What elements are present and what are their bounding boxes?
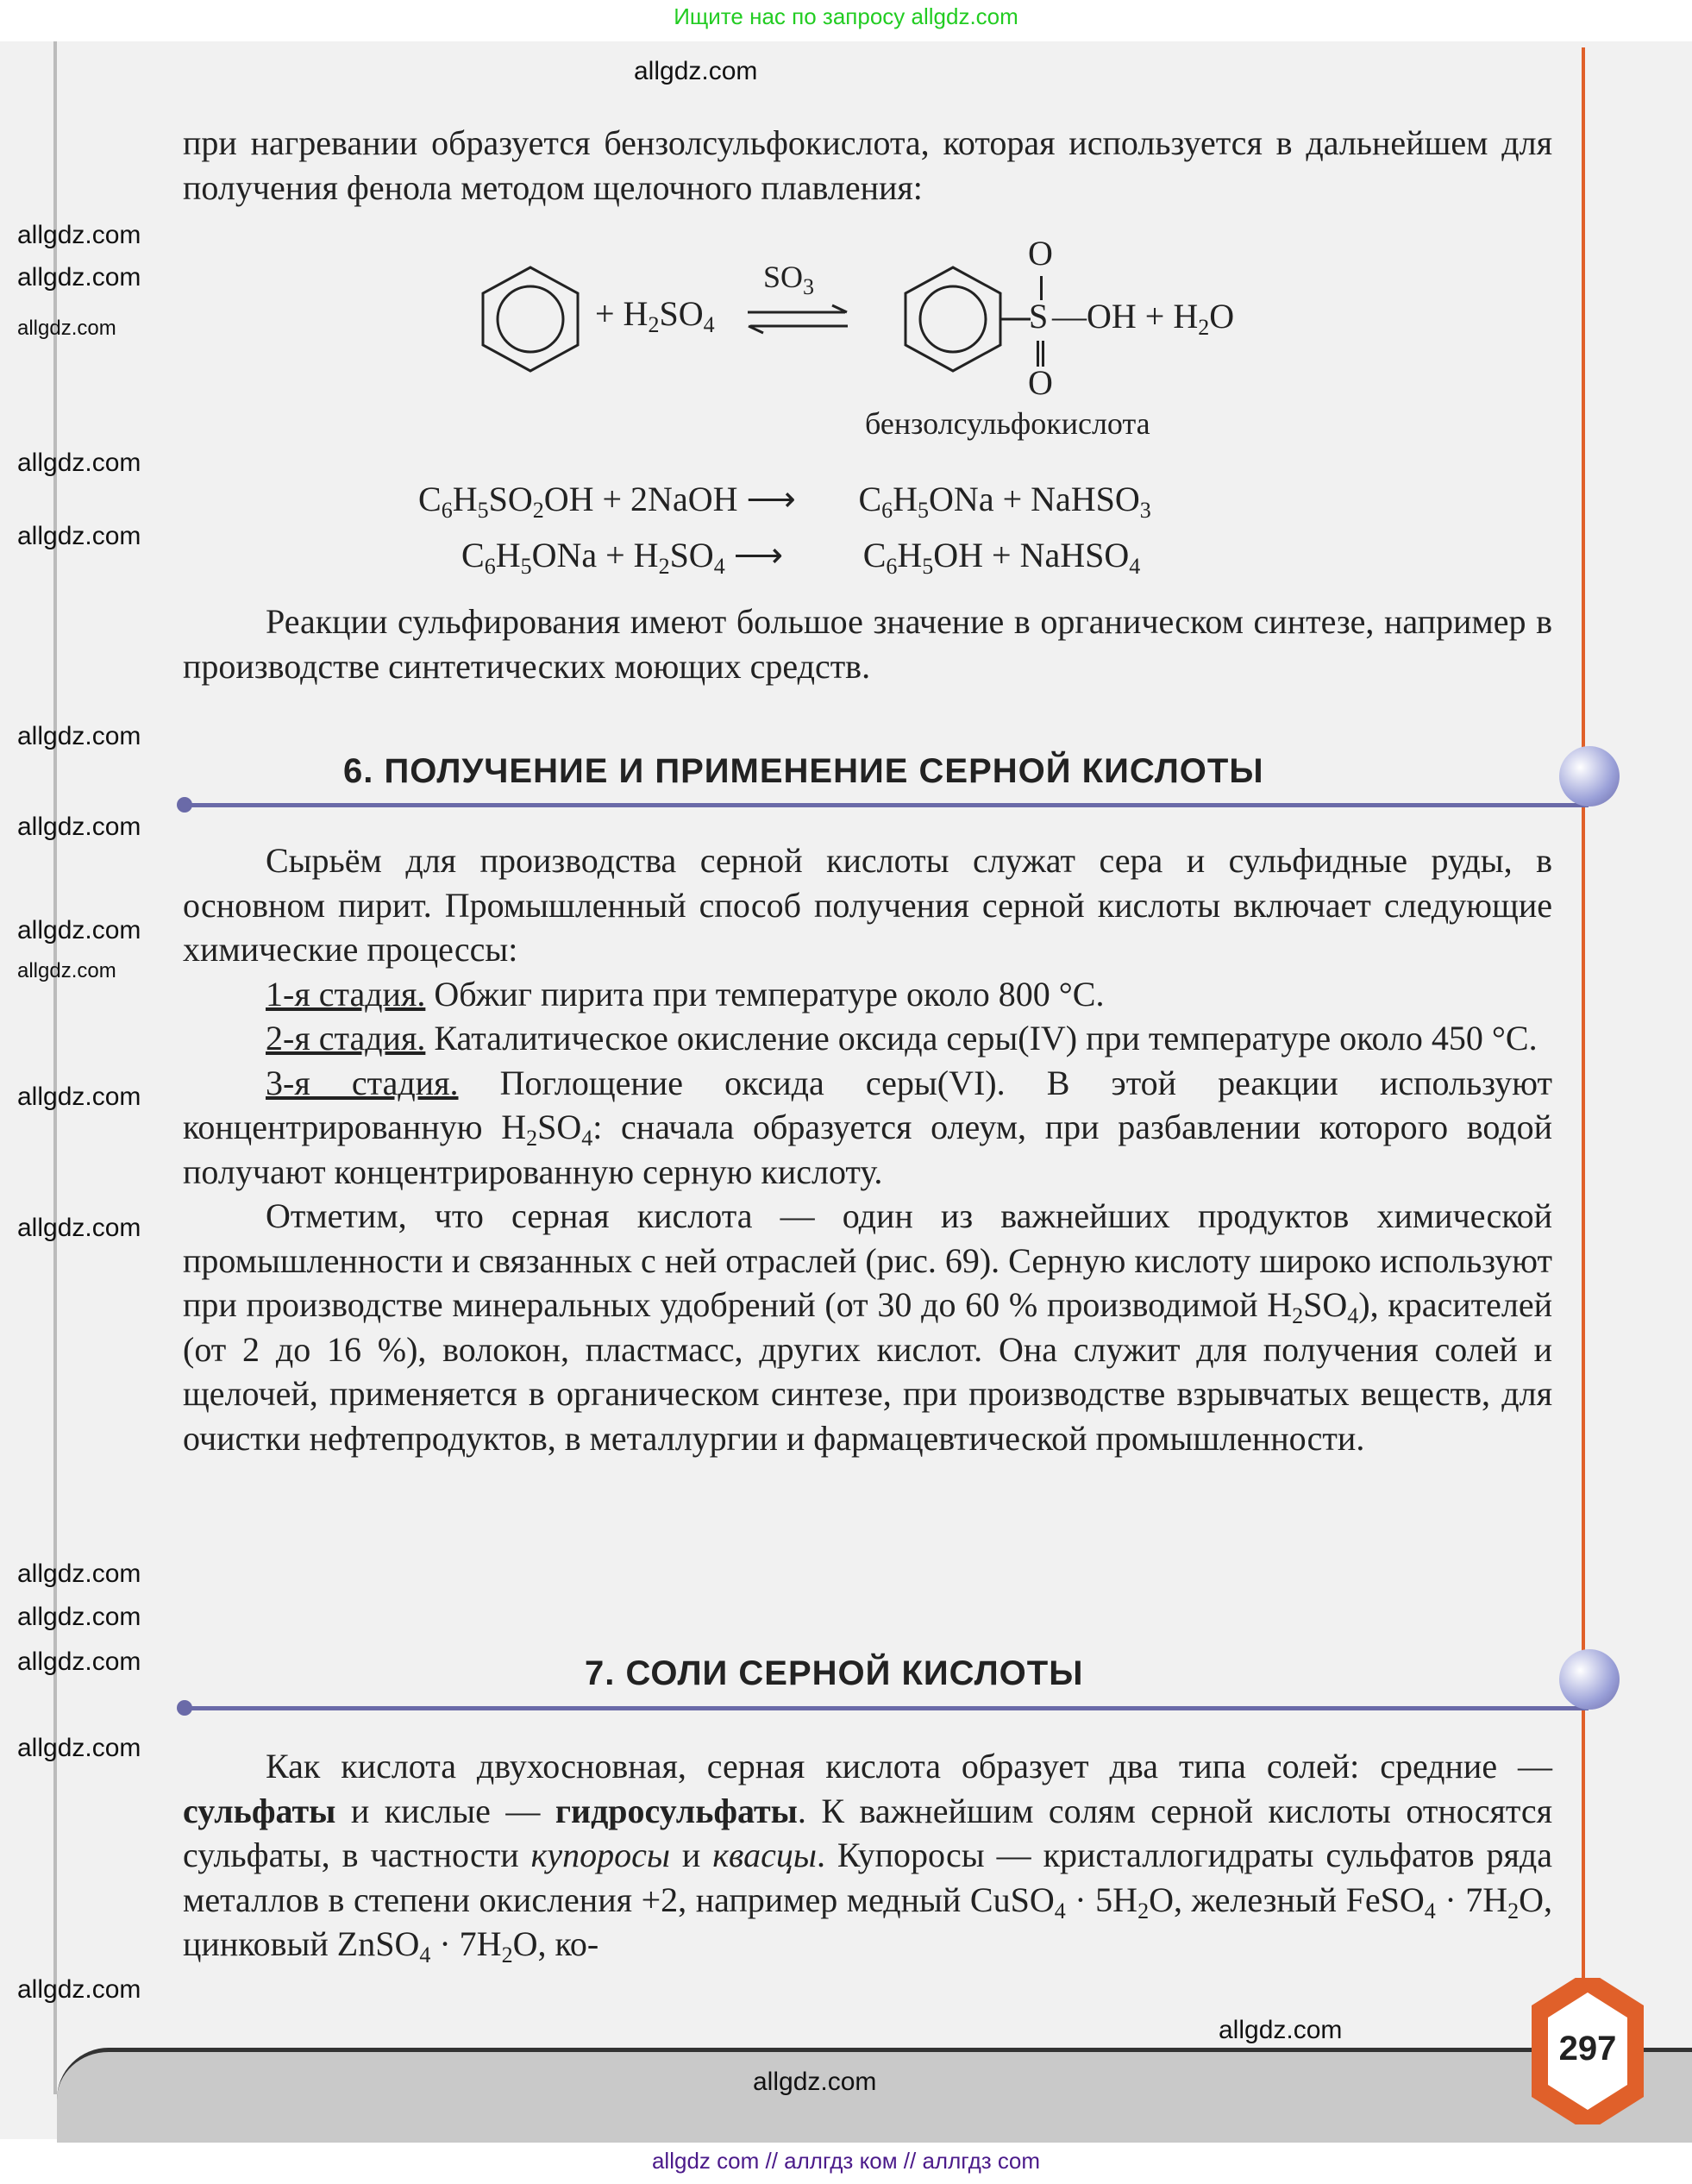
paragraph-sulfonation bbox=[183, 599, 1552, 688]
section-heading-6: 6. ПОЛУЧЕНИЕ И ПРИМЕНЕНИЕ СЕРНОЙ КИСЛОТЫ bbox=[343, 752, 1264, 790]
paragraph-intro bbox=[183, 121, 1552, 210]
stage-2: 2-я стадия. Каталитическое окисление оксида серы(IV) при температуре около 450 °C. bbox=[266, 1019, 1538, 1057]
watermark: allgdz.com bbox=[17, 1214, 141, 1242]
reaction-product: —OH + $H_2O$ bbox=[1052, 297, 1235, 340]
paragraph-text: при нагревании образуется бензолсульфокислота, которая используется в дальнейшем для получения фенола методом щелочного плавления: bbox=[183, 123, 1552, 207]
section-heading-7: 7. СОЛИ СЕРНОЙ КИСЛОТЫ bbox=[585, 1654, 1084, 1692]
watermark: allgdz.com bbox=[17, 317, 116, 340]
benzene-ring-icon bbox=[897, 263, 1035, 375]
watermark: allgdz.com bbox=[17, 1975, 141, 2004]
rule-dot bbox=[177, 1700, 192, 1716]
watermark: allgdz.com bbox=[17, 813, 141, 841]
watermark: allgdz.com bbox=[17, 449, 141, 477]
benzene-ring-icon bbox=[474, 263, 586, 375]
paragraph-text: Реакции сульфирования имеют большое значение в органическом синтезе, например в производстве синтетических моющих средств. bbox=[183, 602, 1552, 686]
equation-1: $C_6H_5SO_2OH$ + 2NaOH ⟶ $C_6H_5ONa$ + NaHSO$_3$ bbox=[418, 480, 1151, 523]
watermark: allgdz.com bbox=[1219, 2016, 1343, 2044]
watermark: allgdz.com bbox=[17, 722, 141, 750]
watermark: allgdz.com bbox=[17, 1603, 141, 1631]
footer-links[interactable]: allgdz com // аллгдз ком // аллгдз com bbox=[651, 2148, 1041, 2174]
watermark: allgdz.com bbox=[17, 1083, 141, 1111]
catalyst: $SO_3$ bbox=[763, 260, 815, 299]
product-label: бензолсульфокислота bbox=[865, 406, 1150, 441]
oxygen-top: O bbox=[1028, 234, 1053, 273]
section-6-body bbox=[183, 838, 1552, 1460]
heading-rule bbox=[183, 1706, 1589, 1710]
sulfur: S bbox=[1029, 297, 1049, 336]
watermark: allgdz.com bbox=[17, 959, 116, 982]
search-banner: Ищите нас по запросу allgdz.com bbox=[674, 3, 1018, 29]
paragraph-text: Сырьём для производства серной кислоты служат сера и сульфидные руды, в основном пирит. Промышленный способ получения серной кислоты включает следующие химические процессы: bbox=[183, 841, 1552, 969]
watermark: allgdz.com bbox=[17, 522, 141, 550]
section-marker-ball bbox=[1559, 746, 1620, 806]
watermark: allgdz.com bbox=[17, 916, 141, 945]
oxygen-bottom: O bbox=[1028, 363, 1053, 402]
heading-rule bbox=[183, 803, 1589, 807]
watermark: allgdz.com bbox=[753, 2068, 877, 2096]
paragraph-salts: Как кислота двухосновная, серная кислота образует два типа солей: средние — сульфаты и кислые — гидросульфаты. К важнейшим солям серной кислоты относятся сульфаты, в частности купоросы и квасцы. Купоросы — кристаллогидраты сульфатов ряда металлов в степени окисления +2, например медный CuSO$_4$ · $5H_2O$, железный FeSO$_4$ · $7H_2O$, цинковый ZnSO$_4$ · $7H_2O$, ко- bbox=[183, 1747, 1553, 1967]
paragraph-uses: Отметим, что серная кислота — один из важнейших продуктов химической промышленности и связанных с ней отраслей (рис. 69). Серную кислоту широко используют при производстве минеральных удобрений (от 30 до 60 % производимой $H_2SO_4$), красителей (от 2 до 16 %), волокон, пластмасс, других кислот. Она служит для получения солей и щелочей, применяется в органическом синтезе, при производстве взрывчатых веществ, для очистки нефтепродуктов, в металлургии и фармацевтической промышленности. bbox=[183, 1196, 1552, 1458]
watermark: allgdz.com bbox=[634, 57, 758, 85]
rule-dot bbox=[177, 797, 192, 813]
section-marker-ball bbox=[1559, 1649, 1620, 1710]
watermark: allgdz.com bbox=[17, 221, 141, 249]
page-number: 297 bbox=[1558, 2030, 1617, 2068]
watermark: allgdz.com bbox=[17, 1647, 141, 1676]
equilibrium-arrow-icon bbox=[746, 302, 849, 336]
watermark: allgdz.com bbox=[17, 1560, 141, 1588]
section-7-body bbox=[183, 1744, 1552, 1967]
margin-line bbox=[1582, 47, 1585, 2031]
reaction-reagent: + $H_2SO_4$ bbox=[595, 294, 715, 337]
stage-1: 1-я стадия. Обжиг пирита при температуре около 800 °C. bbox=[266, 974, 1105, 1014]
page-spine bbox=[53, 41, 57, 2094]
watermark: allgdz.com bbox=[17, 263, 141, 292]
stage-3: 3-я стадия. Поглощение оксида серы(VI). В этой реакции используют концентрированную $H_2SO_4$: сначала образуется олеум, при разбавлении которого водой получают концентрированную серную кислоту. bbox=[183, 1063, 1552, 1191]
equation-2: $C_6H_5ONa + H_2SO_4$ ⟶ $C_6H_5OH$ + NaHSO$_4$ bbox=[461, 536, 1141, 579]
watermark: allgdz.com bbox=[17, 1734, 141, 1762]
